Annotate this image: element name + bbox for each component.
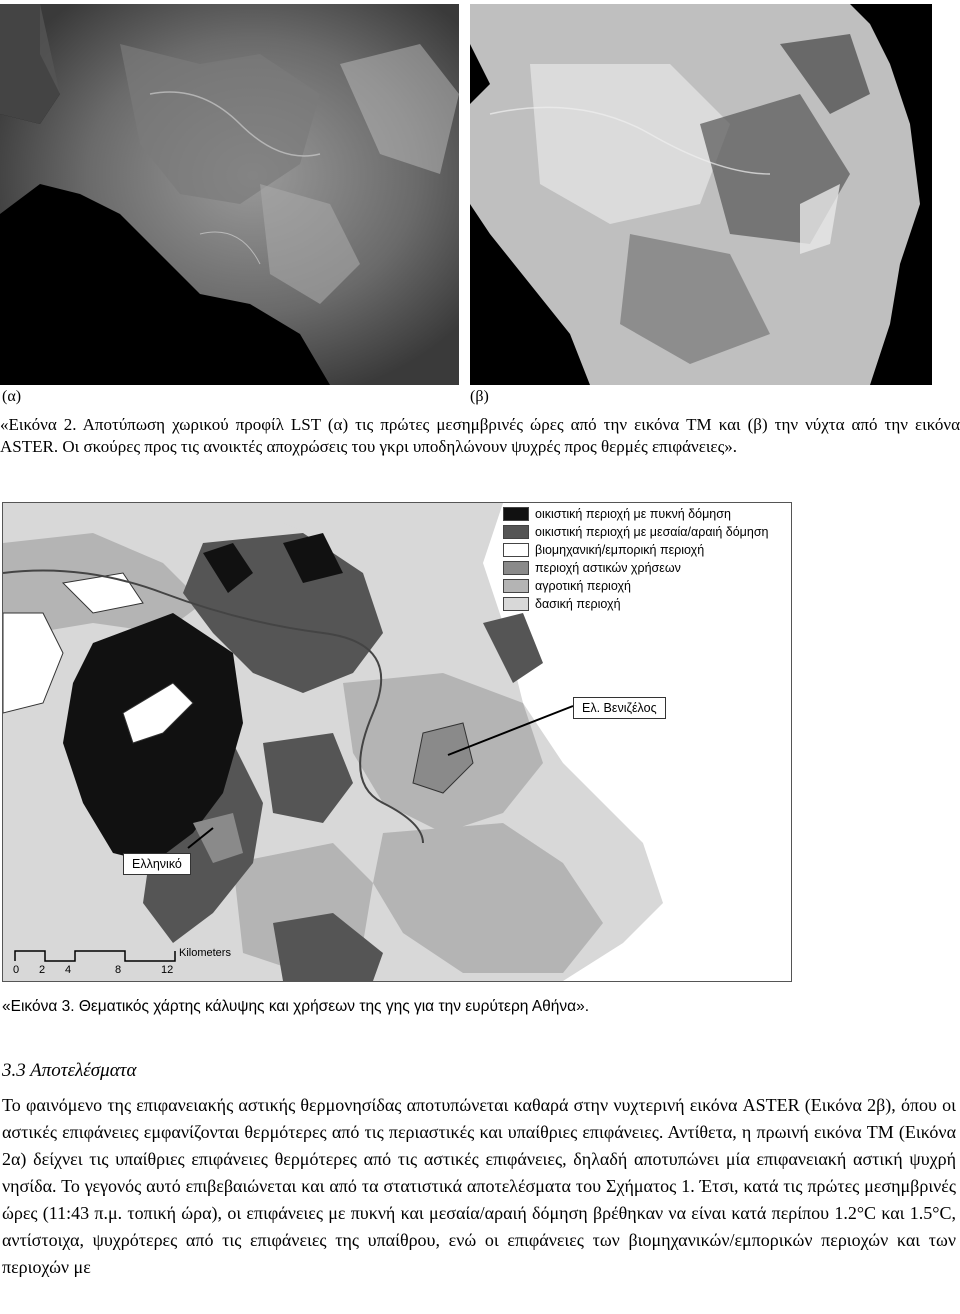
legend-item [503, 523, 768, 541]
scale-bar [11, 939, 231, 979]
legend-label: περιοχή αστικών χρήσεων [535, 561, 681, 575]
legend-label: αγροτική περιοχή [535, 579, 631, 593]
legend-swatch [503, 579, 529, 593]
legend-item [503, 541, 768, 559]
figure2-label-b: (β) [470, 388, 489, 405]
lst-image-tm [0, 4, 459, 385]
scale-tick: 4 [65, 964, 72, 976]
map-legend [503, 505, 768, 613]
legend-label: οικιστική περιοχή με μεσαία/αραιή δόμηση [535, 525, 769, 539]
legend-label: δασική περιοχή [535, 597, 621, 611]
figure3-caption: «Εικόνα 3. Θεματικός χάρτης κάλυψης και χρήσεων της γης για την ευρύτερη Αθήνα». [2, 998, 590, 1015]
legend-label: οικιστική περιοχή με πυκνή δόμηση [535, 507, 731, 521]
legend-label: βιομηχανική/εμπορική περιοχή [535, 543, 705, 557]
legend-item [503, 577, 768, 595]
scale-tick: 12 [161, 964, 174, 976]
scale-unit: Kilometers [179, 947, 231, 959]
lst-image-aster [470, 4, 932, 385]
scale-tick: 0 [13, 964, 20, 976]
callout-elliniko: Ελληνικό [123, 853, 191, 875]
legend-swatch [503, 507, 529, 521]
legend-item [503, 505, 768, 523]
callout-venizelos: Ελ. Βενιζέλος [573, 697, 666, 719]
legend-item [503, 559, 768, 577]
figure2-label-a: (α) [2, 388, 22, 405]
land-cover-map [2, 502, 792, 982]
figure2-caption: «Εικόνα 2. Αποτύπωση χωρικού προφίλ LST (α) τις πρώτες μεσημβρινές ώρες από την εικόνα TM και (β) την νύχτα από την εικόνα ASTER. Οι σκούρες προς τις ανοικτές αποχρώσεις του γκρι υποδηλώνουν ψυχρές προς θερμές επιφάνειες». [0, 415, 960, 456]
paragraph-text: Το φαινόμενο της επιφανειακής αστικής θερμονησίδας αποτυπώνεται καθαρά στην νυχτερινή εικόνα ASTER (Εικόνα 2β), όπου οι αστικές επιφάνειες εμφανίζονται θερμότερες από τις περιαστικές και υπαίθριες επιφάνειες. Αντίθετα, η πρωινή εικόνα TM (Εικόνα 2α) δείχνει τις υπαίθριες επιφάνειες θερμότερες από τις αστικές επιφάνειες, δηλαδή αποτυπώνει μία επιφανειακή αστική ψυχρή νησίδα. Το γεγονός αυτό επιβεβαιώνεται και από τα στατιστικά αποτελέσματα του Σχήματος 1. Έτσι, κατά τις πρώτες μεσημβρινές ώρες (11:43 π.μ. τοπική ώρα), οι επιφάνειες με πυκνή και μεσαία/αραιή δόμηση βρέθηκαν να είναι κατά περίπου 1.2°C και 1.5°C, αντίστοιχα, ψυχρότερες από τις επιφάνειες της υπαίθρου, ενώ οι επιφάνειες των βιομηχανικών/εμπορικών περιοχών και των περιοχών με [2, 1095, 956, 1277]
scale-tick: 2 [39, 964, 46, 976]
legend-swatch [503, 525, 529, 539]
section-heading: 3.3 Αποτελέσματα [2, 1060, 137, 1081]
scale-tick: 8 [115, 964, 122, 976]
legend-swatch [503, 597, 529, 611]
legend-swatch [503, 543, 529, 557]
body-paragraph [2, 1092, 956, 1281]
legend-swatch [503, 561, 529, 575]
legend-item [503, 595, 768, 613]
